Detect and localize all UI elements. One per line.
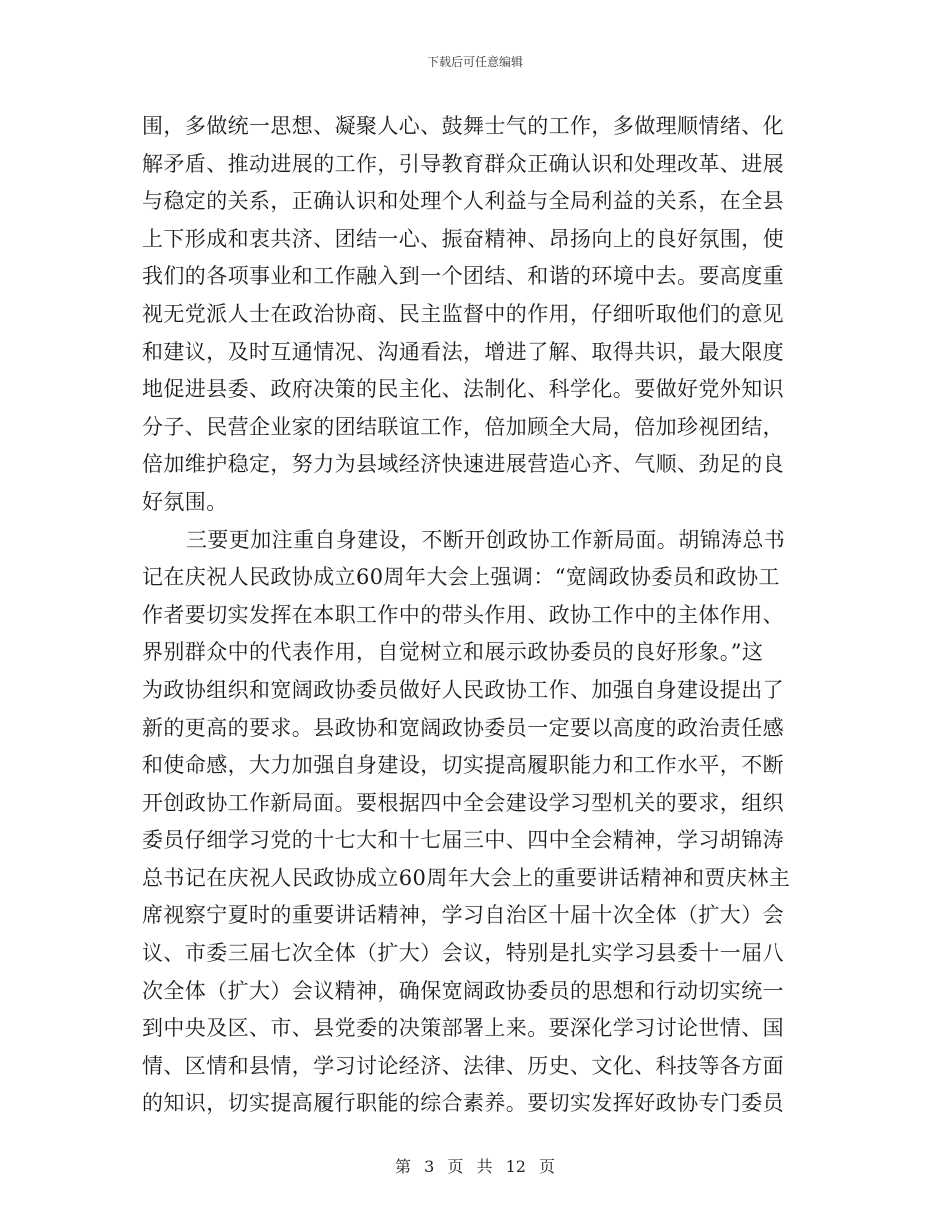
footer-total-label: 共 <box>476 1157 493 1176</box>
body-line: 视无党派人士在政治协商、民主监督中的作用，仔细听取他们的意见 <box>142 301 784 326</box>
body-line: 好氛围。 <box>142 489 228 514</box>
body-line: 议、市委三届七次全体（扩大）会议，特别是扎实学习县委十一届八 <box>142 941 784 966</box>
body-line: 为政协组织和宽阔政协委员做好人民政协工作、加强自身建设提出了 <box>142 677 784 702</box>
body-line: 席视察宁夏时的重要讲话精神，学习自治区十届十次全体（扩大）会 <box>142 903 784 928</box>
body-line: 的知识，切实提高履行职能的综合素养。要切实发挥好政协专门委员 <box>142 1091 784 1116</box>
body-line: 新的更高的要求。县政协和宽阔政协委员一定要以高度的政治责任感 <box>142 715 784 740</box>
body-line: 和使命感，大力加强自身建设，切实提高履职能力和工作水平，不断 <box>142 753 784 778</box>
body-line: 地促进县委、政府决策的民主化、法制化、科学化。要做好党外知识 <box>142 377 784 402</box>
body-line: 次全体（扩大）会议精神，确保宽阔政协委员的思想和行动切实统一 <box>142 978 784 1003</box>
body-line: 解矛盾、推动进展的工作，引导教育群众正确认识和处理改革、进展 <box>142 151 784 176</box>
footer-suffix: 页 <box>539 1157 556 1176</box>
body-line: 总书记在庆祝人民政协成立60周年大会上的重要讲话精神和贾庆林主 <box>142 865 791 890</box>
body-line: 与稳定的关系，正确认识和处理个人利益与全局利益的关系，在全县 <box>142 189 784 214</box>
body-line: 我们的各项事业和工作融入到一个团结、和谐的环境中去。要高度重 <box>142 264 784 289</box>
body-line: 到中央及区、市、县党委的决策部署上来。要深化学习讨论世情、国 <box>142 1016 784 1041</box>
body-line: 开创政协工作新局面。要根据四中全会建设学习型机关的要求，组织 <box>142 790 784 815</box>
body-line: 情、区情和县情，学习讨论经济、法律、历史、文化、科技等各方面 <box>142 1053 784 1078</box>
body-line: 倍加维护稳定，努力为县域经济快速进展营造心齐、气顺、劲足的良 <box>142 452 784 477</box>
footer-prefix: 第 <box>394 1157 411 1176</box>
body-line: 分子、民营企业家的团结联谊工作，倍加顾全大局，倍加珍视团结， <box>142 414 784 439</box>
body-line: 上下形成和衷共济、团结一心、振奋精神、昂扬向上的良好氛围，使 <box>142 226 784 251</box>
page-number-footer <box>0 1154 950 1177</box>
body-line: 委员仔细学习党的十七大和十七届三中、四中全会精神，学习胡锦涛 <box>142 828 784 853</box>
document-body <box>142 108 802 1123</box>
body-line: 界别群众中的代表作用，自觉树立和展示政协委员的良好形象。”这 <box>142 640 764 665</box>
body-line: 记在庆祝人民政协成立60周年大会上强调：“宽阔政协委员和政协工 <box>142 565 780 590</box>
page-header-note: 下载后可任意编辑 <box>426 55 523 69</box>
footer-page-word: 页 <box>447 1157 464 1176</box>
body-line: 作者要切实发挥在本职工作中的带头作用、政协工作中的主体作用、 <box>142 602 784 627</box>
body-line: 和建议，及时互通情况、沟通看法，增进了解、取得共识，最大限度 <box>142 339 784 364</box>
paragraph-start-line: 三要更加注重自身建设，不断开创政协工作新局面。胡锦涛总书 <box>186 527 786 552</box>
current-page-number: 3 <box>424 1157 435 1176</box>
body-line: 围，多做统一思想、凝聚人心、鼓舞士气的工作，多做理顺情绪、化 <box>142 114 784 138</box>
total-page-count: 12 <box>505 1157 526 1176</box>
